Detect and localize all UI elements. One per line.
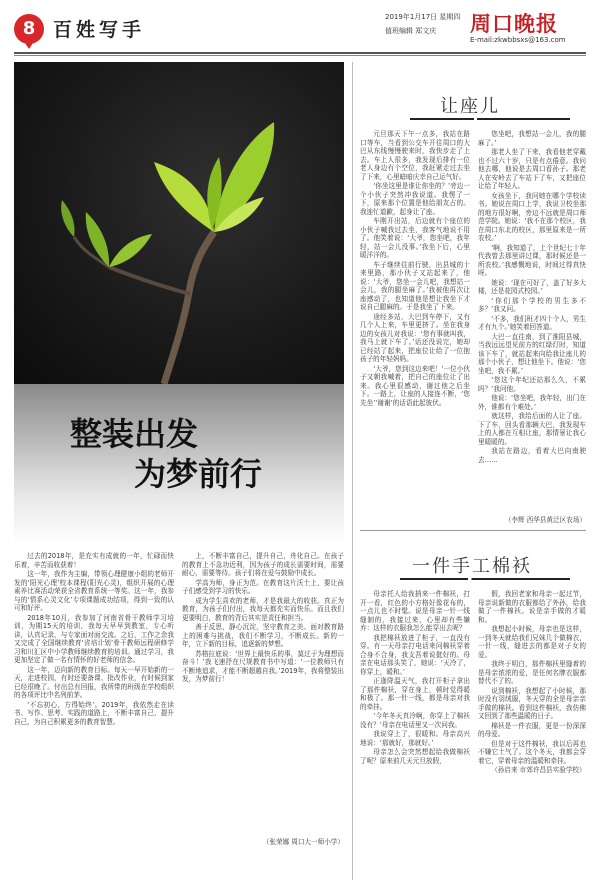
page-number: 8 — [22, 18, 36, 39]
paragraph: 母亲怎么会突然想起给我做棉袄了呢？原来前几天元旦放假， — [360, 748, 470, 765]
headline-line1: 整装出发 — [70, 415, 199, 453]
paragraph: 我说穿上了，很暖和。母亲高兴地说：‘那就好，那就好。’ — [360, 730, 470, 747]
section-divider — [360, 530, 586, 531]
paragraph: 成为学生喜欢的老师，才是我最大的收获。真正为教育，为孩子们付出，我每天都充实而快乐。而且我们更要明白，教育的背后其实是责任和担当。 — [182, 596, 344, 622]
paragraph: 车刚开出站，后边就有个座位的小伙子喊我过去坐，我客气地说不用了。他笑着说：‘大爷，您坐吧，我年轻，站一会儿没事。’我坐下后，心里暖洋洋的。 — [360, 217, 470, 259]
article1-column-right — [182, 552, 344, 830]
paragraph: 女孩坐下，我问她在哪个学校读书。她说在周口上学，我说卫校坐那的地方很好啊，旁边不远就是周口师范学院。她说：‘我不在那个校区，我在周口东北的校区，那里原来是一所农校。’ — [478, 191, 586, 242]
contact-email: E-mail:zkwbbsxs@163.com — [470, 36, 566, 44]
paragraph: 途经多站，大巴到车停下，又有几个人上来，车里更挤了。坐在我身边的女孩儿对我说：‘您有事就叫我，我马上就下车了。’话还没说完，她却已经站了起来，把座位让给了一位抱孩子的年轻妈妈。 — [360, 312, 470, 363]
article1-byline: （张荣娜 周口大一师小学） — [262, 838, 344, 846]
sprout-photo — [14, 62, 344, 384]
paragraph: 我把棉袄放进了柜子，一直没有穿。有一天母亲打电话来问棉袄穿着合身不合身，我支吾着说挺好的。母亲在电话那头笑了，她说：‘天冷了，你穿上，暖和。’ — [360, 633, 470, 676]
paragraph: 就这样，我给后面的人让了座。下了车，回头看那辆大巴，我发现车上的人都在互相让座，那情景让我心里暖暖的。 — [478, 412, 586, 446]
paragraph: ‘不忘初心，方得始终’。2019年，我依然走在读书、写作、思考、实践的道路上，不断丰富自己，提升自己，为自己积累更多的教育智慧。 — [14, 700, 174, 726]
paragraph: 棉袄是一件衣服，更是一份深深的母爱。 — [478, 721, 586, 738]
paragraph: ‘大爷，您到这边来吧！’一位小伙子又朝我喊着，把自己的座位让了出来。我心里很感动，谢过他之后坐下。一路上，让座的人接连不断，‘您先坐’‘谢谢’的话语此起彼伏。 — [360, 364, 470, 407]
paragraph: ‘你坐这里是谁让你坐的？’旁边一个小伙子突然冲我说道。我愣了一下，原来那个位置是他给朋友占的。我连忙道歉，起身让了座。 — [360, 182, 470, 216]
paragraph: 母亲托人给我捎来一件棉袄，打开一看，红色的小方格好像花布的，一点儿也不时髦。说是母亲一针一线缝制的，我接过来，心里却有些嫌弃：这样的衣服我怎么能穿出去呢？ — [360, 590, 470, 632]
paragraph: 她说：‘现在可好了，盖了好多大楼，还是花园式校园。’ — [478, 278, 586, 295]
article3-title: 一件手工棉袄 — [412, 556, 532, 577]
paragraph: 上，不断丰富自己，提升自己，舟化自己。在孩子的教育上不急功近利，因为孩子的成长需要时间，需要耐心，需要等待。孩子们将在爱与鼓励中成长。 — [182, 552, 344, 577]
headline-line2: 为梦前行 — [134, 455, 263, 493]
paragraph: （孙启来 市郊许昌县实验学校） — [491, 766, 586, 774]
paragraph: 2018年10月，我参加了河南省骨干教师学习培训，为期15天的培训，我每天早早到教室，专心听讲，认真记录，与专家面对面交流。之后，工作之余我又完成了全国继续教育‘省培计划’骨干教师远程研修学习和川汇区中小学教师继续教育的培训。通过学习，我更加坚定了做一名有情怀的好老师的信念。 — [14, 613, 174, 664]
article2-title: 让座儿 — [440, 96, 500, 117]
paragraph: 说到棉袄，我想起了小时候，那时没有羽绒服，冬天穿的全是母亲亲手做的棉袄。看到这件棉袄，我仿佛又回到了那些温暖的日子。 — [478, 686, 586, 720]
paragraph: ‘不多，我们班才四十个人，男生才有九个。’她笑着回答道。 — [478, 314, 586, 331]
tea-sprout-illustration — [14, 62, 344, 384]
paragraph: 但是对于这件棉袄，我以后再也不嫌它土气了。这个冬天，我都会穿着它，穿着母亲的温暖和牵挂。 — [478, 739, 586, 765]
paragraph: 我想起小时候，母亲也是这样，一到冬天就给我们兄妹几个做棉衣，一针一线，缝进去的都是对子女的爱。 — [478, 625, 586, 659]
paragraph: 这一年，迈向新的教育目标。每天一早开始新的一天，走进校园，有时还要备课、批改作业，有时候到家已经很晚了。付出总有回报，我所带的班级在学校组织的各项评比中名列前茅。 — [14, 665, 174, 699]
header-divider-thin — [14, 55, 586, 56]
paragraph: 正逢降温天气，我打开柜子拿出了那件棉袄，穿在身上，顿时觉得暖和极了。那一针一线，都是母亲对我的牵挂。 — [360, 677, 470, 711]
article2-column-left — [360, 130, 470, 510]
article3-column-left — [360, 590, 470, 880]
article2-column-right — [478, 130, 586, 510]
paragraph: 我终于明白，那件棉袄里缝着的是母亲浓浓的爱，是任何名牌衣服都替代不了的。 — [478, 660, 586, 685]
paragraph: 这一年，我作为主编，带领心理健康小组的老师开发的‘阳光心理’校本课程(阳光心灵)，组织开展的心理素养比赛活动荣获全省教育系统一等奖。这一年，我参与的‘情系心灵文化’专项课题成功结项，得到一致的认可和好评。 — [14, 570, 174, 612]
paragraph: 那老人坐了下来，我看他老穿戴也不过六十岁，只是有点倦意。我问他去哪，他说是去周口看孙子。那老人在安岭去了车站下了车，又把座位让给了年轻人。 — [478, 148, 586, 190]
title-ornament — [410, 118, 570, 120]
paragraph: 您坐吧，我想站一会儿，我的腿麻了。’ — [478, 130, 586, 147]
header-divider — [14, 52, 586, 54]
newspaper-logo: 周口晚报 — [470, 11, 558, 36]
paragraph: 假，我回老家和母亲一起过节，母亲说新做的衣服都给了外孙，给我做了一件棉袄。说是亲手做的才暖和。 — [478, 590, 586, 624]
paragraph: 元旦那天下午一点多，我站在路口等车，当看到公交车开往周口的大巴从东线慢慢驶来时，我快步走了上去。车上人很多，我发现后排有一位老人身边有个空位，我赶紧走过去坐了下来，心里暗暗庆幸自己运气好。 — [360, 130, 470, 181]
article2-byline: （李辉 西华县黄泛区农场） — [504, 516, 586, 524]
paragraph: ‘你们那个学校的男生多不多？’我又问。 — [478, 296, 586, 313]
column-divider — [352, 62, 353, 880]
paragraph: ‘今年冬天真冷啊，你穿上了棉袄没有？’母亲在电话里又一次问我。 — [360, 712, 470, 729]
article3-column-right — [478, 590, 586, 880]
paragraph: 善于反思，静心沉淀，坚守教育之美。面对教育路上的困难与挑战，我们不断学习，不断成长。新的一年，立下新的目标，追逐新的梦想。 — [182, 623, 344, 648]
paragraph: ‘啊，我知道了，上个世纪七十年代我曾去那里讲过课，那时候还是一所农校。’我感慨地说，时间过得真快呀。 — [478, 243, 586, 277]
paragraph: 他说：‘您坐吧，我年轻，出门在外，谁都有个难处。’ — [478, 394, 586, 411]
issue-date: 2019年1月17日 星期四 — [385, 13, 461, 21]
page-number-badge — [14, 14, 44, 44]
editor-credit: 值班编辑 郑文庆 — [385, 27, 437, 35]
paragraph: ‘您这个年纪还站那么久，不累吗？’我问他。 — [478, 376, 586, 393]
paragraph: 车子继续往前行驶，出县城的十来里路，那小伙子又站起来了，他说：‘大爷，您坐一会儿吧，我想站一会儿，我的腿坐麻了。’我被他再次让座感动了，也知道他是想让我坐下才说自己腿麻的。于是我坐了下来。 — [360, 260, 470, 311]
paragraph: 我站在路边，看着大巴向南驶去…… — [478, 447, 586, 464]
paragraph: 大巴一直往南，到了淮阳县城，当我远远望见前方的红绿灯时，知道该下车了，就站起来向给我让座儿的那个小伙子，想让他坐下。他说：‘您坐吧，我不累。’ — [478, 332, 586, 375]
paragraph: 苏格拉底说：‘世界上最快乐的事，莫过于为理想而奋斗！’我飞速抒在尺规教育书中写道：‘一位教师只有不断地追求，才能不断超越自我。’2019年，我将整装出发，为梦前行！ — [182, 649, 344, 683]
paragraph: 过去的2018年，是充实有成就的一年，忙碌而快乐着，辛苦而收获着！ — [14, 552, 174, 569]
paragraph: 学高为师，身正为范。在教育这片沃土上，要让孩子们感受到学习的快乐。 — [182, 578, 344, 595]
title-ornament — [400, 578, 570, 580]
section-title: 百姓写手 — [53, 19, 146, 41]
article1-column-left — [14, 552, 174, 852]
article1-headline — [70, 414, 262, 494]
